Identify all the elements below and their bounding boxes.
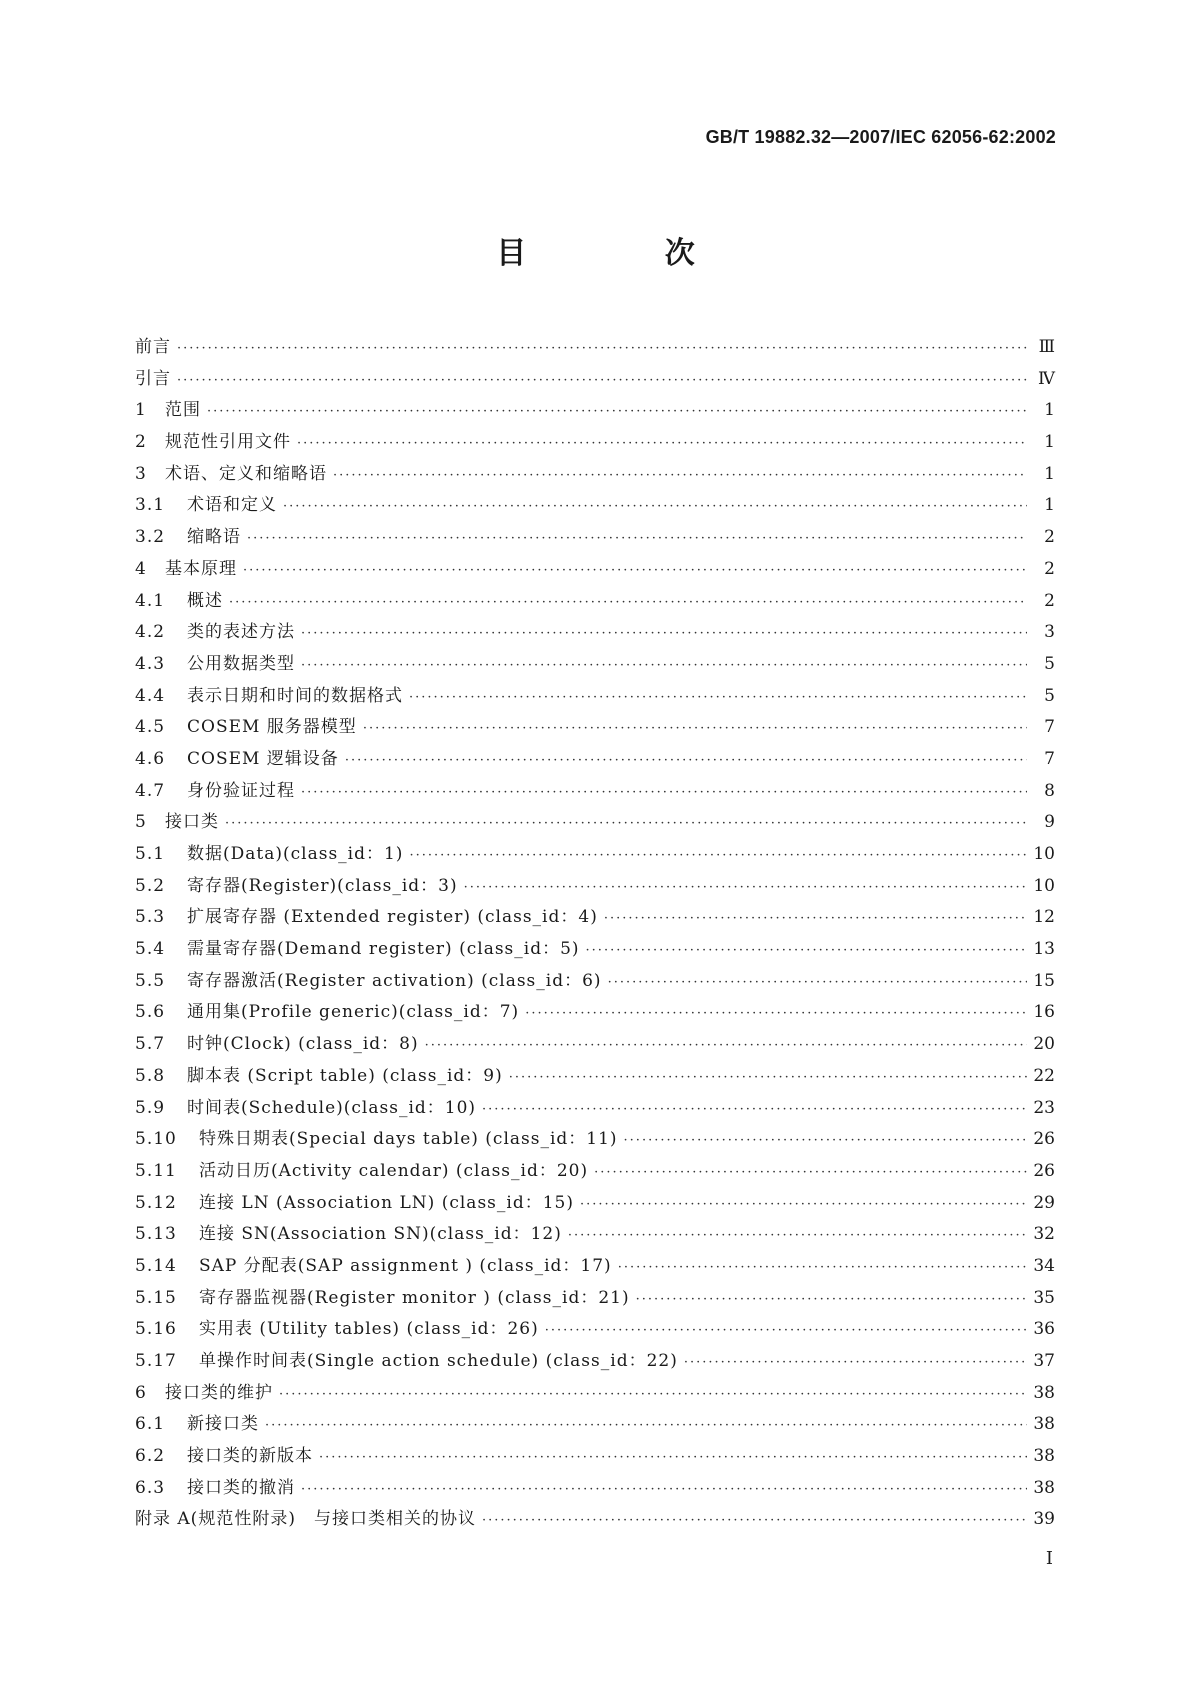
toc-entry-page: 29	[1033, 1192, 1055, 1213]
toc-entry-title: 规范性引用文件	[165, 432, 291, 453]
toc-dot-leader	[301, 650, 1027, 682]
toc-dot-leader	[594, 1157, 1027, 1189]
toc-entry-page: 26	[1033, 1129, 1055, 1150]
toc-entry-page: 37	[1033, 1351, 1055, 1371]
toc-entry-number: 4.7	[135, 780, 166, 801]
toc-entry-title: 寄存器(Register)(class_id：3)	[187, 875, 458, 896]
toc-entry-title: 通用集(Profile generic)(class_id：7)	[187, 1002, 520, 1023]
toc-entry-number: 5.9	[135, 1097, 166, 1118]
toc-entry[interactable]	[135, 1061, 1055, 1093]
toc-entry-page: 1	[1044, 400, 1055, 421]
toc-entry-number: 5.13	[135, 1224, 177, 1245]
toc-entry-number: 5.6	[135, 1002, 166, 1023]
toc-entry-number: 6.1	[135, 1414, 166, 1435]
toc-entry[interactable]	[135, 839, 1055, 871]
toc-entry-page: 38	[1033, 1477, 1055, 1498]
toc-entry-page: 2	[1044, 558, 1055, 579]
toc-dot-leader	[225, 808, 1027, 840]
toc-entry-page: 7	[1044, 717, 1055, 738]
toc-entry-page: 3	[1044, 622, 1055, 643]
toc-entry-title: 前言	[135, 337, 171, 357]
toc-entry-title: 特殊日期表(Special days table) (class_id：11)	[199, 1129, 618, 1150]
toc-entry-number: 3	[135, 463, 147, 484]
toc-entry-page: 23	[1033, 1097, 1055, 1118]
toc-dot-leader	[482, 1505, 1027, 1537]
toc-entry[interactable]	[135, 934, 1055, 966]
toc-entry-title: 范围	[165, 400, 201, 421]
toc-entry-page: 35	[1033, 1287, 1055, 1308]
toc-entry-title: 扩展寄存器 (Extended register) (class_id：4)	[187, 907, 598, 928]
toc-entry-page: 36	[1033, 1319, 1055, 1340]
toc-entry-number: 5.8	[135, 1065, 166, 1086]
toc-dot-leader	[363, 713, 1027, 745]
toc-entry-page: 39	[1033, 1509, 1055, 1530]
toc-entry-title: 接口类的新版本	[187, 1446, 313, 1467]
toc-entry[interactable]	[135, 1156, 1055, 1188]
toc-entry-number: 5.14	[135, 1255, 177, 1276]
toc-dot-leader	[283, 491, 1027, 523]
toc-entry-title: 引言	[135, 368, 171, 389]
toc-dot-leader	[608, 967, 1027, 999]
toc-entry-page: 12	[1033, 907, 1055, 928]
page-number: I	[1045, 1548, 1053, 1569]
toc-entry-title: 公用数据类型	[187, 653, 295, 674]
toc-entry-page: 32	[1033, 1224, 1055, 1245]
toc-entry-title: 接口类的撤消	[187, 1477, 295, 1498]
toc-entry[interactable]	[135, 427, 1055, 459]
toc-entry[interactable]	[135, 1441, 1055, 1473]
toc-entry-number: 4.5	[135, 717, 166, 738]
toc-entry[interactable]	[135, 1124, 1055, 1156]
toc-entry-title: 时钟(Clock) (class_id：8)	[187, 1034, 419, 1055]
toc-entry-title: 实用表 (Utility tables) (class_id：26)	[199, 1319, 539, 1340]
toc-entry[interactable]	[135, 554, 1055, 586]
toc-entry[interactable]	[135, 744, 1055, 776]
toc-entry-page: 16	[1033, 1002, 1055, 1023]
toc-entry-title: 接口类的维护	[165, 1382, 273, 1403]
toc-entry[interactable]	[135, 1346, 1055, 1378]
toc-entry[interactable]	[135, 364, 1055, 396]
toc-entry[interactable]	[135, 586, 1055, 618]
toc-entry-title: 连接 LN (Association LN) (class_id：15)	[199, 1192, 574, 1213]
toc-entry-title: 活动日历(Activity calendar) (class_id：20)	[199, 1160, 589, 1181]
toc-entry-number: 5.15	[135, 1287, 177, 1308]
toc-dot-leader	[509, 1062, 1027, 1094]
toc-entry-title: 基本原理	[165, 558, 237, 579]
toc-entry-number: 6.2	[135, 1446, 166, 1467]
toc-entry[interactable]	[135, 1409, 1055, 1441]
toc-dot-leader	[545, 1315, 1027, 1347]
toc-dot-leader	[177, 365, 1027, 397]
toc-entry[interactable]	[135, 395, 1055, 427]
toc-entry-page: Ⅳ	[1038, 368, 1055, 389]
toc-entry-title: 单操作时间表(Single action schedule) (class_id：22)	[199, 1351, 678, 1371]
toc-entry[interactable]	[135, 1378, 1055, 1410]
toc-entry[interactable]	[135, 1188, 1055, 1220]
toc-entry[interactable]	[135, 332, 1055, 364]
toc-entry-page: 20	[1033, 1034, 1055, 1055]
toc-entry-number: 4.6	[135, 748, 166, 769]
toc-entry-title: COSEM 逻辑设备	[187, 748, 339, 769]
toc-entry-title: 概述	[187, 590, 223, 611]
toc-dot-leader	[525, 998, 1027, 1030]
toc-entry[interactable]	[135, 490, 1055, 522]
toc-entry-title: 附录 A(规范性附录) 与接口类相关的协议	[135, 1509, 476, 1530]
toc-entry-page: 9	[1044, 812, 1055, 833]
toc-entry-number: 3.2	[135, 527, 166, 548]
toc-entry-title: 类的表述方法	[187, 622, 295, 643]
toc-entry-title: 数据(Data)(class_id：1)	[187, 844, 404, 864]
toc-entry[interactable]	[135, 1314, 1055, 1346]
toc-entry-page: 26	[1033, 1160, 1055, 1181]
toc-entry-number: 5.12	[135, 1192, 177, 1213]
toc-entry-page: 5	[1044, 685, 1055, 706]
toc-entry[interactable]	[135, 649, 1055, 681]
toc-entry-title: 表示日期和时间的数据格式	[187, 685, 403, 706]
toc-entry-title: 寄存器激活(Register activation) (class_id：6)	[187, 970, 602, 991]
toc-dot-leader	[301, 777, 1027, 809]
toc-dot-leader	[636, 1284, 1027, 1316]
toc-dot-leader	[684, 1347, 1027, 1379]
toc-entry-number: 3.1	[135, 495, 166, 516]
toc-entry-page: 10	[1033, 844, 1055, 864]
toc-entry[interactable]	[135, 1283, 1055, 1315]
toc-entry-number: 5.17	[135, 1351, 177, 1371]
toc-entry-number: 5.5	[135, 970, 166, 991]
toc-dot-leader	[229, 587, 1027, 619]
toc-entry[interactable]	[135, 871, 1055, 903]
toc-entry-page: 38	[1033, 1446, 1055, 1467]
page-title: 目 次	[496, 236, 759, 271]
toc-entry-number: 6	[135, 1382, 147, 1403]
toc-entry[interactable]	[135, 522, 1055, 554]
toc-entry-title: 术语、定义和缩略语	[165, 463, 327, 484]
toc-entry-number: 5	[135, 812, 147, 833]
toc-entry-page: 2	[1044, 527, 1055, 548]
toc-entry-page: 38	[1033, 1382, 1055, 1403]
toc-dot-leader	[624, 1125, 1027, 1157]
toc-entry-title: 时间表(Schedule)(class_id：10)	[187, 1097, 477, 1118]
toc-entry-title: 身份验证过程	[187, 780, 295, 801]
toc-dot-leader	[247, 523, 1027, 555]
toc-entry-title: COSEM 服务器模型	[187, 717, 357, 738]
toc-dot-leader	[279, 1379, 1027, 1411]
toc-dot-leader	[586, 935, 1027, 967]
toc-dot-leader	[409, 840, 1027, 872]
toc-entry[interactable]	[135, 681, 1055, 713]
table-of-contents	[135, 332, 1055, 1536]
toc-dot-leader	[482, 1094, 1027, 1126]
toc-entry-number: 5.4	[135, 939, 166, 960]
toc-entry[interactable]	[135, 966, 1055, 998]
toc-entry-page: 8	[1044, 780, 1055, 801]
toc-dot-leader	[297, 428, 1027, 460]
toc-entry-page: 38	[1033, 1414, 1055, 1435]
toc-dot-leader	[464, 872, 1027, 904]
toc-dot-leader	[604, 903, 1027, 935]
toc-entry-page: 7	[1044, 748, 1055, 769]
toc-entry-title: 连接 SN(Association SN)(class_id：12)	[199, 1224, 562, 1245]
toc-entry-page: 1	[1044, 432, 1055, 453]
toc-entry-number: 4.1	[135, 590, 166, 611]
toc-entry-page: 2	[1044, 590, 1055, 611]
toc-dot-leader	[207, 396, 1027, 428]
toc-dot-leader	[425, 1030, 1027, 1062]
toc-dot-leader	[345, 745, 1027, 777]
toc-entry-number: 5.1	[135, 844, 166, 864]
toc-entry-page: 15	[1033, 970, 1055, 991]
toc-dot-leader	[301, 618, 1027, 650]
toc-dot-leader	[301, 1474, 1027, 1506]
toc-entry[interactable]	[135, 807, 1055, 839]
toc-entry-title: 脚本表 (Script table) (class_id：9)	[187, 1065, 503, 1086]
toc-entry-page: 1	[1044, 495, 1055, 516]
toc-dot-leader	[618, 1252, 1027, 1284]
toc-entry-title: 术语和定义	[187, 495, 277, 516]
toc-entry[interactable]	[135, 776, 1055, 808]
toc-dot-leader	[319, 1442, 1027, 1474]
toc-entry-number: 5.16	[135, 1319, 177, 1340]
toc-entry[interactable]	[135, 1093, 1055, 1125]
toc-entry[interactable]	[135, 1251, 1055, 1283]
toc-dot-leader	[580, 1189, 1027, 1221]
toc-entry-page: 22	[1033, 1065, 1055, 1086]
toc-entry-number: 5.7	[135, 1034, 166, 1055]
toc-entry-title: 新接口类	[187, 1414, 259, 1435]
toc-entry-number: 5.3	[135, 907, 166, 928]
toc-entry-number: 5.11	[135, 1160, 177, 1181]
toc-entry-page: 1	[1044, 463, 1055, 484]
toc-entry-page: 34	[1033, 1255, 1055, 1276]
toc-entry[interactable]	[135, 1219, 1055, 1251]
toc-entry-number: 4.2	[135, 622, 166, 643]
toc-entry-number: 4.3	[135, 653, 166, 674]
toc-entry[interactable]	[135, 1029, 1055, 1061]
toc-entry-page: 10	[1033, 875, 1055, 896]
toc-entry-number: 2	[135, 432, 147, 453]
toc-entry[interactable]	[135, 617, 1055, 649]
toc-dot-leader	[243, 555, 1027, 587]
toc-entry-title: SAP 分配表(SAP assignment ) (class_id：17)	[199, 1255, 612, 1276]
toc-entry[interactable]	[135, 902, 1055, 934]
toc-dot-leader	[177, 333, 1027, 365]
toc-entry-number: 5.2	[135, 875, 166, 896]
toc-entry-number: 4.4	[135, 685, 166, 706]
toc-dot-leader	[409, 682, 1027, 714]
toc-entry-title: 需量寄存器(Demand register) (class_id：5)	[187, 939, 580, 960]
toc-entry-title: 接口类	[165, 812, 219, 833]
toc-dot-leader	[333, 460, 1027, 492]
toc-dot-leader	[568, 1220, 1027, 1252]
toc-entry-page: 5	[1044, 653, 1055, 674]
toc-entry-number: 1	[135, 400, 147, 421]
toc-entry-number: 4	[135, 558, 147, 579]
standard-code: GB/T 19882.32—2007/IEC 62056-62:2002	[705, 127, 1056, 147]
toc-entry-number: 5.10	[135, 1129, 177, 1150]
toc-entry[interactable]	[135, 712, 1055, 744]
toc-entry-page: Ⅲ	[1038, 337, 1055, 357]
toc-entry[interactable]	[135, 1473, 1055, 1505]
toc-entry-title: 寄存器监视器(Register monitor ) (class_id：21)	[199, 1287, 630, 1308]
toc-entry-page: 13	[1033, 939, 1055, 960]
toc-entry[interactable]	[135, 459, 1055, 491]
toc-entry[interactable]	[135, 1504, 1055, 1536]
toc-entry-number: 6.3	[135, 1477, 166, 1498]
toc-entry-title: 缩略语	[187, 527, 241, 548]
toc-entry[interactable]	[135, 997, 1055, 1029]
toc-dot-leader	[265, 1410, 1027, 1442]
